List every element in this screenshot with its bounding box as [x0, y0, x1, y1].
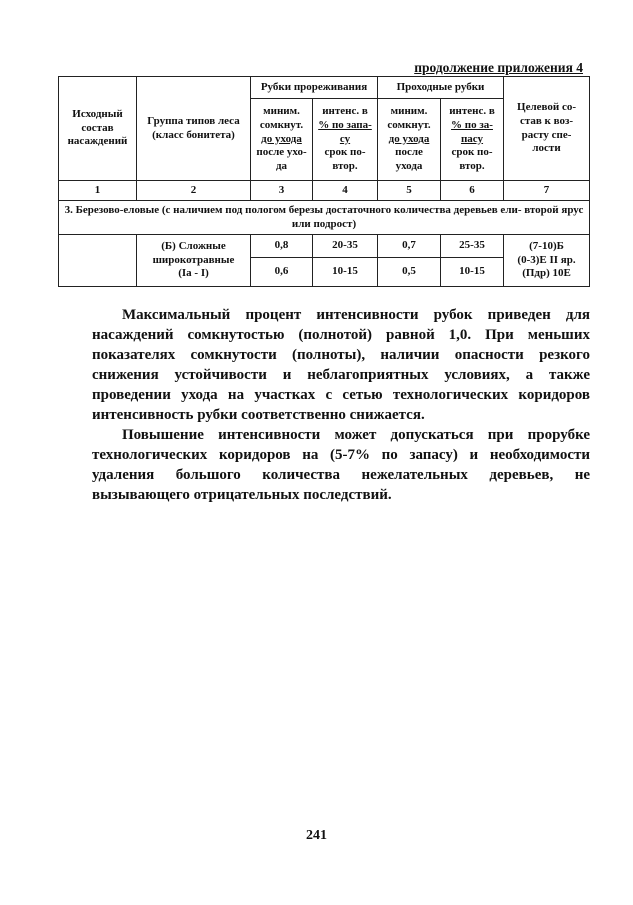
min-closure-passage-value: 0,7 [378, 235, 441, 258]
min-closure-thinning-value: 0,6 [251, 258, 313, 287]
table-row [59, 235, 590, 258]
section-title: 3. Березово-еловые (с наличием под пологом березы достаточного количества деревьев ели- второй ярус или подрост) [59, 201, 590, 235]
header-min-closure-thinning: миним. сомкнут. до ухода после ухо- да [251, 99, 313, 181]
appendix-table [58, 76, 590, 287]
header-target-composition: Целевой со- став к воз- расту спе- лости [504, 77, 590, 181]
column-number: 5 [378, 181, 441, 201]
header-min-closure-passage: миним. сомкнут. до ухода после ухода [378, 99, 441, 181]
intensity-passage-value: 25-35 [441, 235, 504, 258]
continuation-note: продолжение приложения 4 [414, 60, 583, 75]
intensity-thinning-value: 10-15 [313, 258, 378, 287]
column-number: 3 [251, 181, 313, 201]
header-passage-cutting: Проходные рубки [378, 77, 504, 99]
header-initial-composition: Исходный состав насаждений [59, 77, 137, 181]
min-closure-thinning-value: 0,8 [251, 235, 313, 258]
target-composition-cell: (7-10)Б (0-3)Е II яр. (Пдр) 10Е [504, 235, 590, 287]
column-number: 7 [504, 181, 590, 201]
empty-cell [59, 235, 137, 287]
intensity-thinning-value: 20-35 [313, 235, 378, 258]
body-text [92, 305, 590, 505]
header-forest-type-group: Группа типов леса (класс бонитета) [137, 77, 251, 181]
column-number-row [59, 181, 590, 201]
forest-type-group-cell: (Б) Сложные широкотравные (Ia - I) [137, 235, 251, 287]
paragraph: Максимальный процент интенсивности рубок приведен для насаждений сомкнутостью (полнотой) равной 1,0. При меньших показателях сомкнутости (полноты), наличии опасности резкого снижения устойчивости и неблагоприятных условиях, а также проведении ухода на участках с сетью технологических коридоров интенсивность рубки соответственно снижается. [92, 307, 590, 423]
header-intensity-thinning: интенс. в % по запа- су срок по- втор. [313, 99, 378, 181]
header-intensity-passage: интенс. в % по за- пасу срок по- втор. [441, 99, 504, 181]
intensity-passage-value: 10-15 [441, 258, 504, 287]
column-number: 2 [137, 181, 251, 201]
page-number: 241 [306, 828, 327, 843]
column-number: 6 [441, 181, 504, 201]
min-closure-passage-value: 0,5 [378, 258, 441, 287]
header-thinning: Рубки прореживания [251, 77, 378, 99]
column-number: 4 [313, 181, 378, 201]
paragraph: Повышение интенсивности может допускаться при прорубке технологических коридоров на (5-7% по запасу) и необходимости удаления большого количества нежелательных деревьев, не вызывающего отрицательных последствий. [92, 427, 590, 503]
column-number: 1 [59, 181, 137, 201]
